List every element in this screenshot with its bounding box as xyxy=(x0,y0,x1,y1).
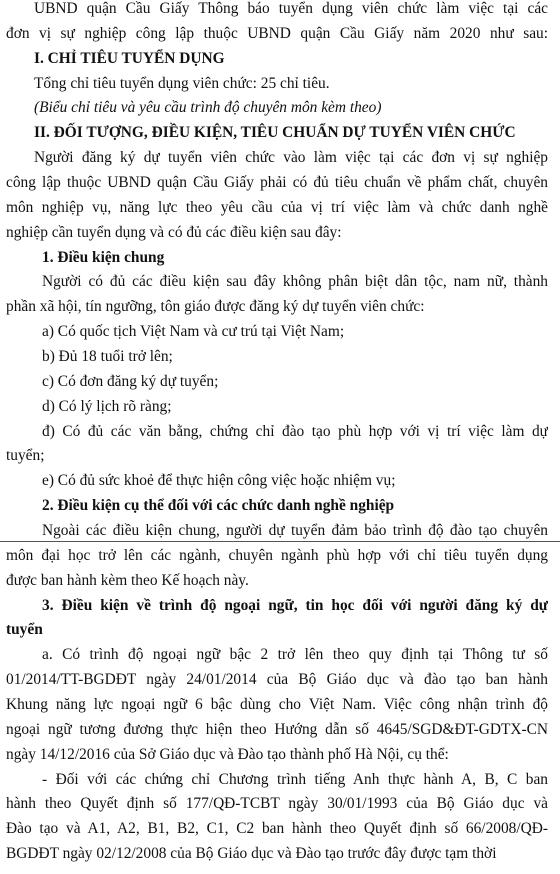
list-item: c) Có đơn đăng ký dự tuyển; xyxy=(42,373,219,390)
text-line: - Đối với các chứng chỉ Chương trình tiếng Anh thực hành A, B, C ban xyxy=(42,771,548,788)
text-line: được ban hành kèm theo Kế hoạch này. xyxy=(6,572,249,589)
subsection-heading: 3. Điều kiện về trình độ ngoại ngữ, tin học đối với người đăng ký dự xyxy=(42,597,548,614)
list-item: đ) Có đủ các văn bằng, chứng chỉ đào tạo phù hợp với vị trí việc làm dự xyxy=(42,423,548,440)
text-line: Khung năng lực ngoại ngữ 6 bậc dùng cho Việt Nam. Việc công nhận trình độ xyxy=(6,696,548,713)
text-line: Ngoài các điều kiện chung, người dự tuyển đảm bảo trình độ đào tạo chuyên xyxy=(42,522,548,539)
text-line: môn đại học trở lên các ngành, chuyên ngành phù hợp với chỉ tiêu tuyển dụng xyxy=(6,547,548,564)
text-line: Đào tạo và A1, A2, B1, B2, C1, C2 ban hành theo Quyết định số 66/2008/QĐ- xyxy=(6,820,548,837)
text-line: (Biểu chỉ tiêu và yêu cầu trình độ chuyên môn kèm theo) xyxy=(34,99,382,116)
text-line: nghiệp cần tuyển dụng và có đủ các điều kiện sau đây: xyxy=(6,224,342,241)
text-line: UBND quận Cầu Giấy Thông báo tuyển dụng viên chức làm việc tại các xyxy=(34,0,548,17)
list-item: b) Đủ 18 tuổi trở lên; xyxy=(42,348,173,365)
section-heading: II. ĐỐI TƯỢNG, ĐIỀU KIỆN, TIÊU CHUẨN DỰ TUYỂN VIÊN CHỨC xyxy=(34,124,516,141)
text-line: a. Có trình độ ngoại ngữ bậc 2 trở lên theo quy định tại Thông tư số xyxy=(42,646,548,663)
text-line: công lập thuộc UBND quận Cầu Giấy phải có đủ tiêu chuẩn về phẩm chất, chuyên xyxy=(6,174,548,191)
text-line: Người có đủ các điều kiện sau đây không phân biệt dân tộc, nam nữ, thành xyxy=(42,273,548,290)
text-line: ngày 14/12/2016 của Sở Giáo dục và Đào tạo thành phố Hà Nội, cụ thể: xyxy=(6,746,449,763)
text-line: ngoại ngữ tương đương thực hiện theo Hướng dẫn số 4645/SGD&ĐT-GDTX-CN xyxy=(6,721,548,738)
text-line: tuyển; xyxy=(6,447,45,464)
text-line: phần xã hội, tín ngưỡng, tôn giáo được đăng ký dự tuyển viên chức: xyxy=(6,298,425,315)
text-line: Tổng chỉ tiêu tuyển dụng viên chức: 25 chỉ tiêu. xyxy=(34,75,330,92)
text-line: 01/2014/TT-BGDĐT ngày 24/01/2014 của Bộ Giáo dục và đào tạo ban hành xyxy=(6,671,548,688)
text-line: môn nghiệp vụ, năng lực theo yêu cầu của vị trí việc làm và chức danh nghề xyxy=(6,199,548,216)
text-line: BGDĐT ngày 02/12/2008 của Bộ Giáo dục và Đào tạo trước đây được tạm thời xyxy=(6,845,497,862)
text-line: hành theo Quyết định số 177/QĐ-TCBT ngày 30/01/1993 của Bộ Giáo dục và xyxy=(6,795,548,812)
text-line: đơn vị sự nghiệp công lập thuộc UBND quận Cầu Giấy năm 2020 như sau: xyxy=(6,25,548,42)
subsection-heading: 2. Điều kiện cụ thể đối với các chức danh nghề nghiệp xyxy=(42,497,395,514)
text-line: Người đăng ký dự tuyển viên chức vào làm việc tại các đơn vị sự nghiệp xyxy=(34,149,548,166)
list-item: a) Có quốc tịch Việt Nam và cư trú tại Việt Nam; xyxy=(42,323,345,340)
page-divider xyxy=(0,541,560,542)
section-heading: I. CHỈ TIÊU TUYỂN DỤNG xyxy=(34,50,225,67)
subsection-heading: tuyển xyxy=(6,621,43,638)
list-item: e) Có đủ sức khoẻ để thực hiện công việc hoặc nhiệm vụ; xyxy=(42,472,396,489)
subsection-heading: 1. Điều kiện chung xyxy=(42,249,165,266)
list-item: d) Có lý lịch rõ ràng; xyxy=(42,398,172,415)
